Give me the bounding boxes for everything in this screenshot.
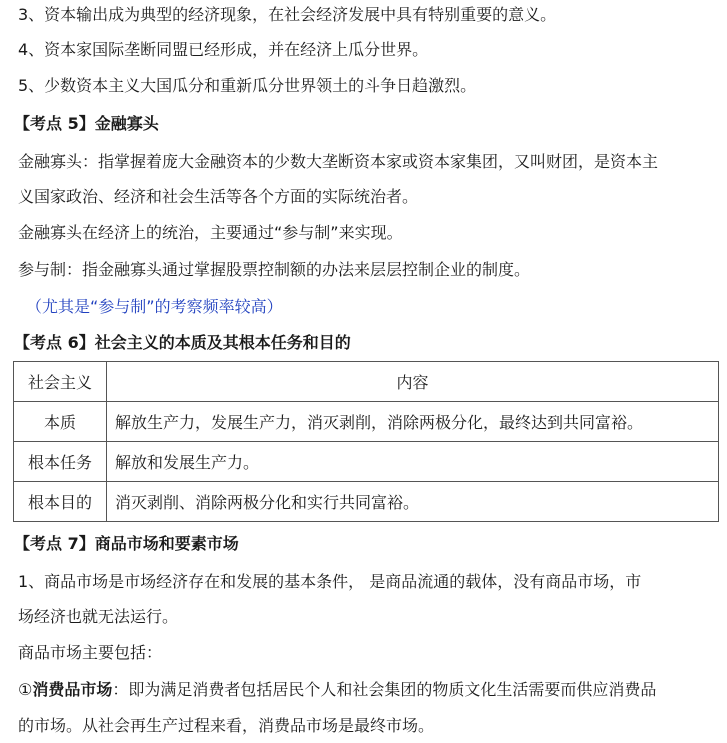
paragraph-commodity-market-1: 1、商品市场是市场经济存在和发展的基本条件， 是商品流通的载体，没有商品市场，市 <box>18 572 642 591</box>
paragraph-commodity-market-2: 场经济也就无法运行。 <box>18 607 179 626</box>
exam-frequency-note: （尤其是“参与制”的考察频率较高） <box>26 297 283 316</box>
paragraph-financial-oligarchy-3: 金融寡头在经济上的统治，主要通过“参与制”来实现。 <box>18 223 403 242</box>
table-header-cell: 社会主义 <box>14 362 107 402</box>
table-cell-label: 根本目的 <box>14 482 107 522</box>
table-row <box>14 482 719 522</box>
socialism-table <box>13 361 719 522</box>
paragraph-point-4: 4、资本家国际垄断同盟已经形成，并在经济上瓜分世界。 <box>18 40 429 59</box>
table-cell-content: 消灭剥削、消除两极分化和实行共同富裕。 <box>107 482 719 522</box>
paragraph-point-3: 3、资本输出成为典型的经济现象，在社会经济发展中具有特别重要的意义。 <box>18 5 557 24</box>
section-heading-5: 【考点 5】金融寡头 <box>14 114 159 133</box>
paragraph-commodity-market-intro: 商品市场主要包括： <box>18 643 163 662</box>
term-consumer-goods-market: 消费品市场 <box>32 680 113 699</box>
table-cell-content: 解放和发展生产力。 <box>107 442 719 482</box>
section-heading-6: 【考点 6】社会主义的本质及其根本任务和目的 <box>14 333 351 352</box>
table-row <box>14 442 719 482</box>
paragraph-financial-oligarchy-1: 金融寡头：指掌握着庞大金融资本的少数大垄断资本家或资本家集团，又叫财团，是资本主 <box>18 152 659 171</box>
table-header-cell: 内容 <box>107 362 719 402</box>
table-header-row <box>14 362 719 402</box>
list-marker: ① <box>18 680 33 699</box>
paragraph-point-5: 5、少数资本主义大国瓜分和重新瓜分世界领土的斗争日趋激烈。 <box>18 76 477 95</box>
paragraph-participation-system: 参与制：指金融寡头通过掌握股票控制额的办法来层层控制企业的制度。 <box>18 260 531 279</box>
paragraph-consumer-goods-market-2: 的市场。从社会再生产过程来看，消费品市场是最终市场。 <box>18 716 435 735</box>
table-row <box>14 402 719 442</box>
table-cell-label: 本质 <box>14 402 107 442</box>
table-cell-label: 根本任务 <box>14 442 107 482</box>
paragraph-financial-oligarchy-2: 义国家政治、经济和社会生活等各个方面的实际统治者。 <box>18 187 419 206</box>
term-definition: ：即为满足消费者包括居民个人和社会集团的物质文化生活需要而供应消费品 <box>112 680 657 699</box>
paragraph-consumer-goods-market <box>18 679 656 701</box>
table-cell-content: 解放生产力，发展生产力，消灭剥削，消除两极分化，最终达到共同富裕。 <box>107 402 719 442</box>
section-heading-7: 【考点 7】商品市场和要素市场 <box>14 534 239 553</box>
